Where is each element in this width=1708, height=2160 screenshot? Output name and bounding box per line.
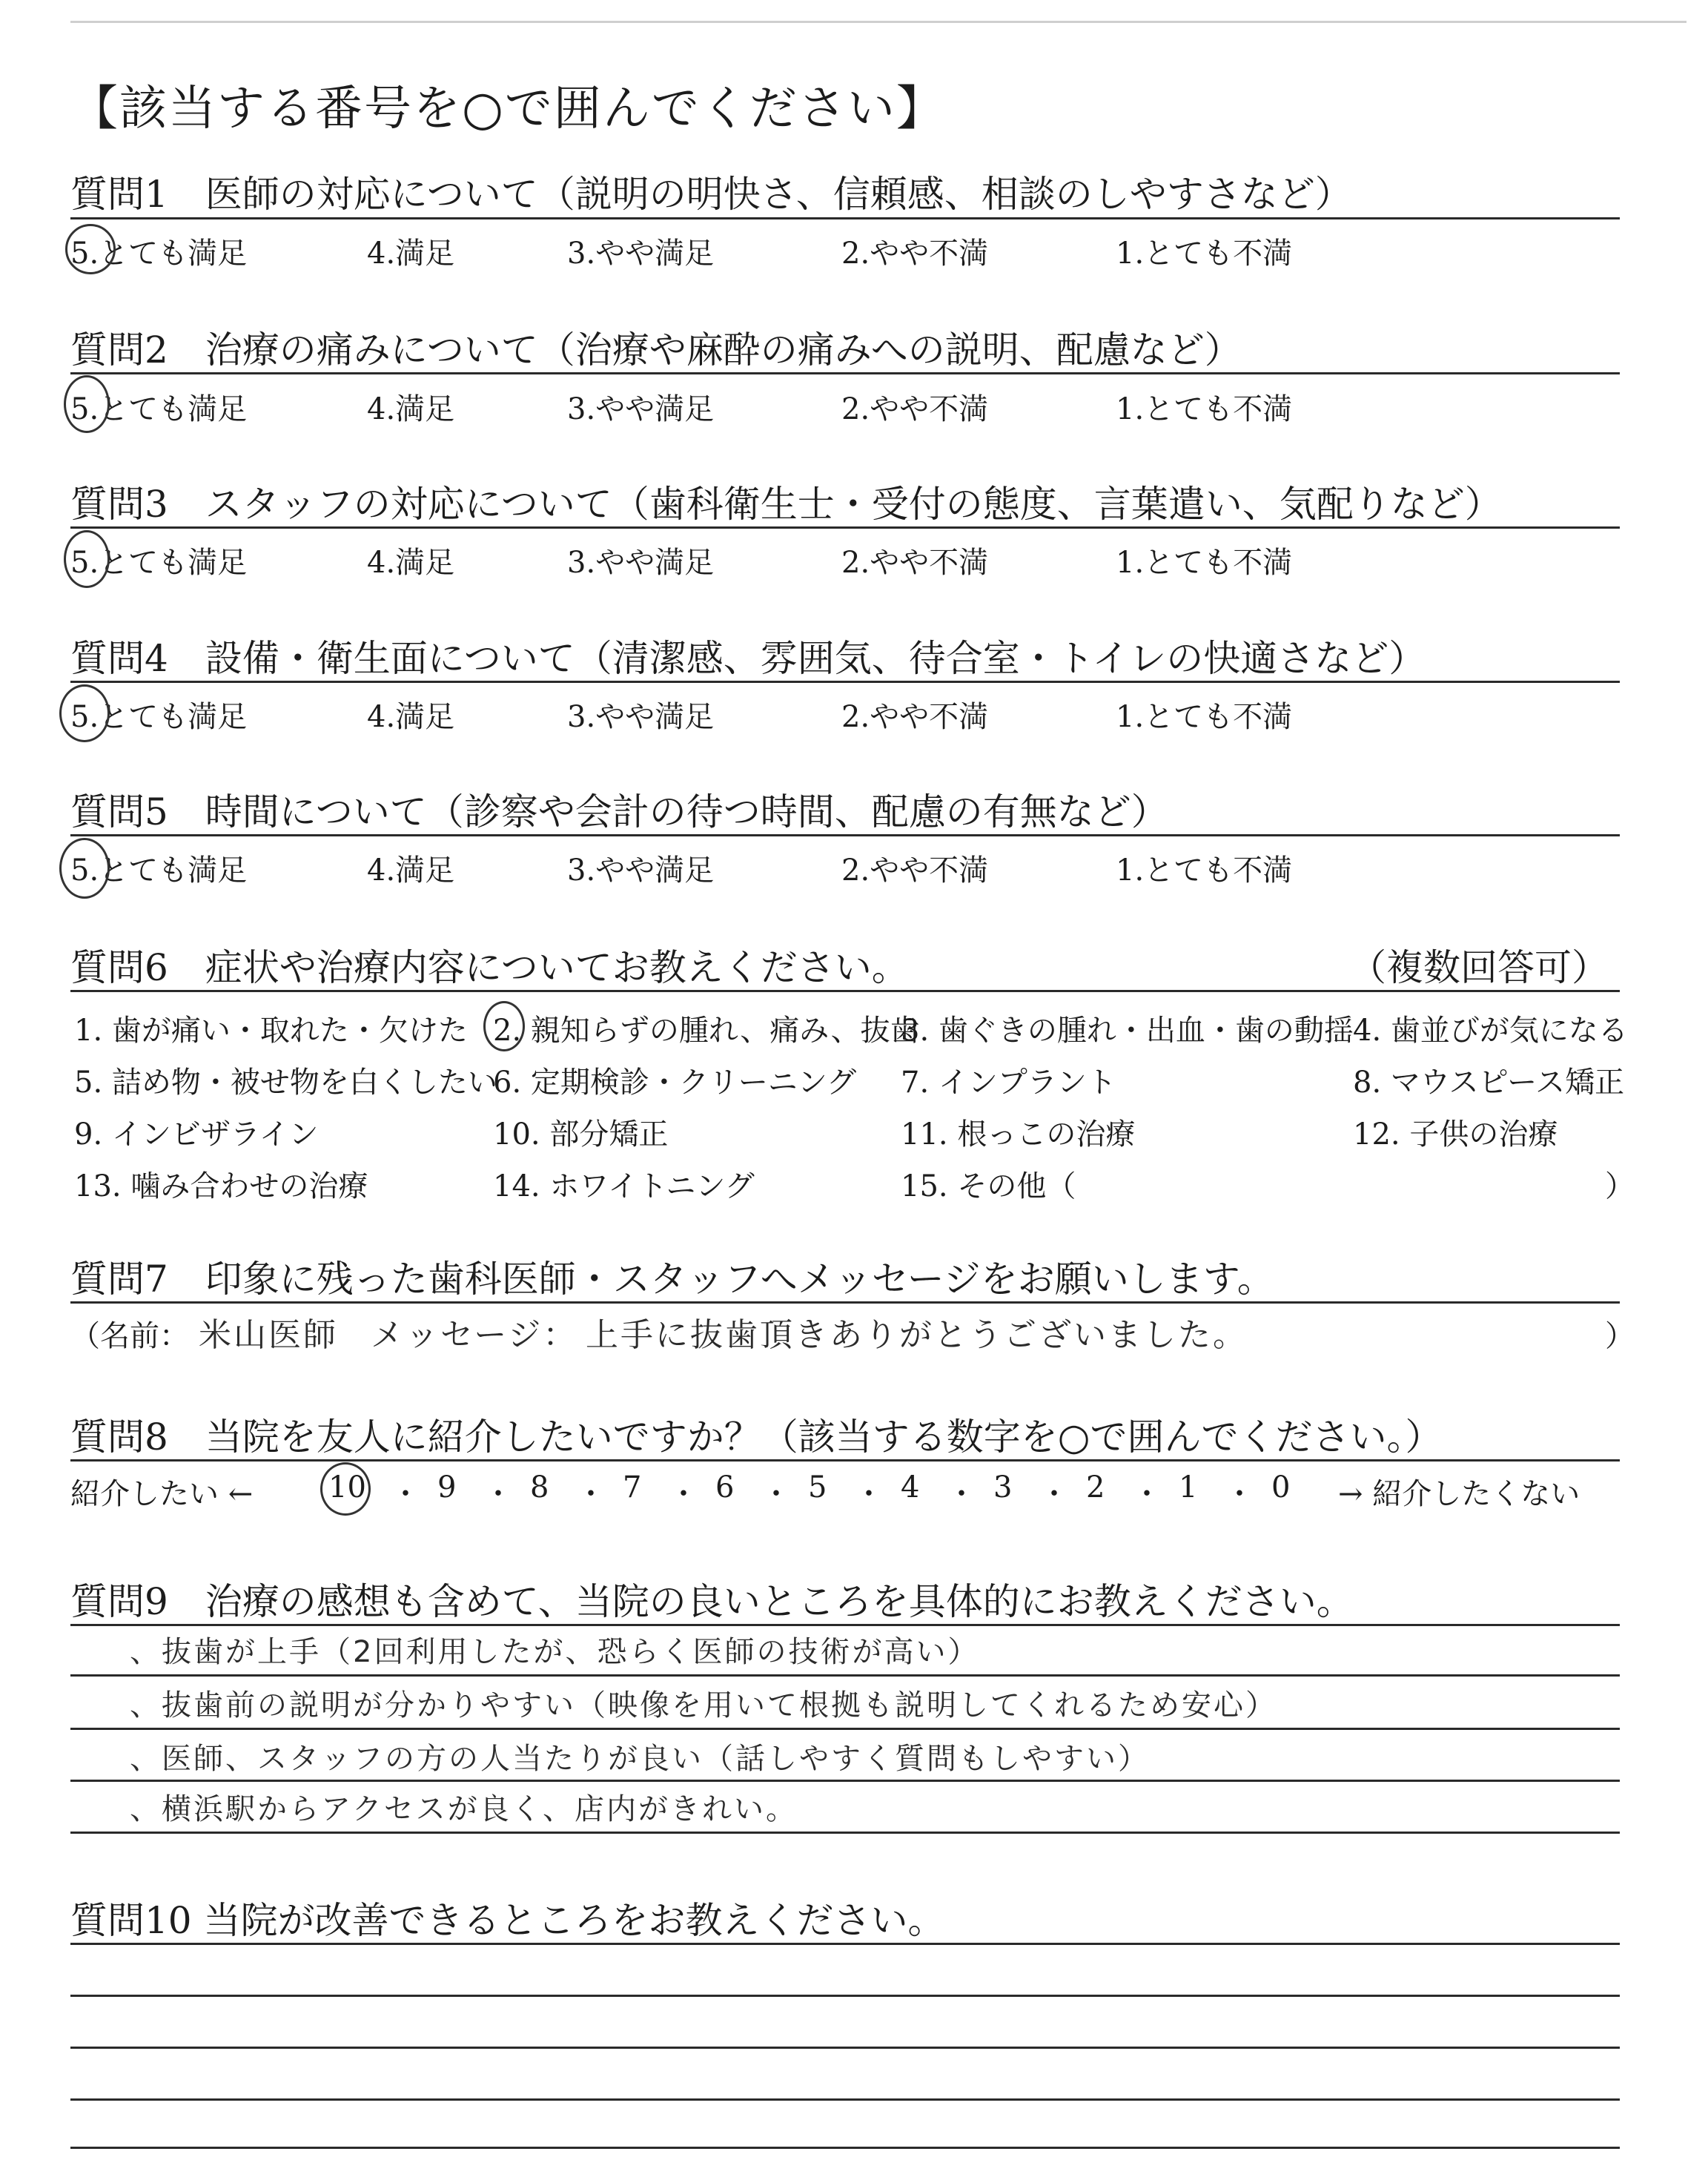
page-title: 【該当する番号を○で囲んでください】 <box>70 82 945 136</box>
q2-option-3[interactable]: 3.やや満足 <box>567 392 715 426</box>
question-8-title: 質問8 当院を友人に紹介したいですか？（該当する数字を○で囲んでください。） <box>70 1416 1443 1459</box>
q5-option-4[interactable]: 4.満足 <box>367 853 455 888</box>
question-10-title: 質問10 当院が改善できるところをお教えください。 <box>70 1899 945 1942</box>
question-6-note: （複数回答可） <box>1349 946 1609 989</box>
q6-item-1[interactable]: 1. 歯が痛い・取れた・欠けた <box>74 1014 468 1048</box>
q5-option-2[interactable]: 2.やや不満 <box>841 853 989 888</box>
q6-item-5[interactable]: 5. 詰め物・被せ物を白くしたい <box>74 1066 497 1100</box>
q1-option-2[interactable]: 2.やや不満 <box>841 237 989 271</box>
q6-selection-circle <box>483 1001 525 1051</box>
question-7-title: 質問7 印象に残った歯科医師・スタッフへメッセージをお願いします。 <box>70 1258 1274 1301</box>
q1-option-3[interactable]: 3.やや満足 <box>567 237 715 271</box>
question-3-rule <box>70 526 1620 529</box>
q9-answer-3[interactable]: 、医師、スタッフの方の人当たりが良い（話しやすく質問もしやすい） <box>130 1742 1150 1776</box>
q8-dot: ・ <box>391 1477 420 1511</box>
q5-option-1[interactable]: 1.とても不満 <box>1116 853 1293 888</box>
q8-scale-2[interactable]: 2 <box>1086 1470 1105 1505</box>
q6-item-6[interactable]: 6. 定期検診・クリーニング <box>493 1066 857 1100</box>
q3-option-3[interactable]: 3.やや満足 <box>567 546 715 580</box>
q8-dot: ・ <box>669 1477 698 1511</box>
question-9-title: 質問9 治療の感想も含めて、当院の良いところを具体的にお教えください。 <box>70 1580 1354 1623</box>
q4-option-2[interactable]: 2.やや不満 <box>841 700 989 734</box>
q6-item-8[interactable]: 8. マウスピース矯正 <box>1353 1066 1625 1100</box>
q8-scale-9[interactable]: 9 <box>437 1470 457 1505</box>
q8-scale-8[interactable]: 8 <box>530 1470 549 1505</box>
q7-close-paren: ） <box>1605 1319 1635 1353</box>
q9-answer-2[interactable]: 、抜歯前の説明が分かりやすい（映像を用いて根拠も説明してくれるため安心） <box>130 1688 1277 1723</box>
top-border-line <box>70 21 1687 23</box>
q6-item-14[interactable]: 14. ホワイトニング <box>493 1169 755 1203</box>
question-10-rule-1 <box>70 1995 1620 1997</box>
question-2-rule <box>70 372 1620 374</box>
question-9-rule-2 <box>70 1728 1620 1730</box>
question-7-rule <box>70 1301 1620 1304</box>
question-10-rule-2 <box>70 2047 1620 2049</box>
q2-option-4[interactable]: 4.満足 <box>367 392 455 426</box>
q3-selection-circle <box>64 530 110 588</box>
q2-option-1[interactable]: 1.とても不満 <box>1116 392 1293 426</box>
q1-selection-circle <box>65 224 116 274</box>
q4-option-5[interactable]: 5.とても満足 <box>70 700 248 734</box>
q9-answer-1[interactable]: 、抜歯が上手（2回利用したが、恐らく医師の技術が高い） <box>130 1635 980 1669</box>
question-6-title: 質問6 症状や治療内容についてお教えください。 <box>70 946 909 989</box>
q8-scale-3[interactable]: 3 <box>993 1470 1013 1505</box>
q4-option-3[interactable]: 3.やや満足 <box>567 700 715 734</box>
question-4-title: 質問4 設備・衛生面について（清潔感、雰囲気、待合室・トイレの快適さなど） <box>70 637 1426 680</box>
q2-selection-circle <box>64 375 110 433</box>
q8-scale-0[interactable]: 0 <box>1271 1470 1291 1505</box>
q7-message-label: メッセージ： <box>371 1316 578 1354</box>
q5-option-3[interactable]: 3.やや満足 <box>567 853 715 888</box>
q8-scale-7[interactable]: 7 <box>623 1470 642 1505</box>
q8-dot: ・ <box>1039 1477 1069 1511</box>
q6-item-12[interactable]: 12. 子供の治療 <box>1353 1117 1558 1152</box>
question-2-title: 質問2 治療の痛みについて（治療や麻酔の痛みへの説明、配慮など） <box>70 328 1242 371</box>
q9-answer-4[interactable]: 、横浜駅からアクセスが良く、店内がきれい。 <box>130 1792 798 1826</box>
q8-dot: ・ <box>1225 1477 1254 1511</box>
question-5-rule <box>70 834 1620 836</box>
question-4-rule <box>70 681 1620 683</box>
question-1-title: 質問1 医師の対応について（説明の明快さ、信頼感、相談のしやすさなど） <box>70 173 1352 216</box>
q6-item-15[interactable]: 15. その他（ <box>901 1169 1076 1203</box>
q1-option-1[interactable]: 1.とても不満 <box>1116 237 1293 271</box>
q8-left-label: 紹介したい ← <box>70 1477 254 1511</box>
q8-scale-6[interactable]: 6 <box>715 1470 735 1505</box>
q4-option-4[interactable]: 4.満足 <box>367 700 455 734</box>
q7-name-value[interactable]: 米山医師 <box>199 1316 338 1354</box>
q8-selection-circle <box>320 1462 371 1516</box>
q8-dot: ・ <box>854 1477 884 1511</box>
q6-item-2[interactable]: 2. 親知らずの腫れ、痛み、抜歯 <box>493 1014 920 1048</box>
q8-scale-5[interactable]: 5 <box>808 1470 827 1505</box>
q8-scale-10[interactable]: 10 <box>328 1470 366 1505</box>
question-5-title: 質問5 時間について（診察や会計の待つ時間、配慮の有無など） <box>70 790 1168 833</box>
question-6-rule <box>70 990 1620 992</box>
q7-message-value[interactable]: 上手に抜歯頂きありがとうございました。 <box>586 1316 1248 1354</box>
q6-item-7[interactable]: 7. インプラント <box>901 1066 1116 1100</box>
question-8-rule <box>70 1459 1620 1462</box>
question-10-rule-4 <box>70 2147 1620 2149</box>
question-10-rule-3 <box>70 2098 1620 2101</box>
q4-option-1[interactable]: 1.とても不満 <box>1116 700 1293 734</box>
q3-option-2[interactable]: 2.やや不満 <box>841 546 989 580</box>
q8-dot: ・ <box>1132 1477 1162 1511</box>
q3-option-4[interactable]: 4.満足 <box>367 546 455 580</box>
q8-right-label: → 紹介したくない <box>1338 1477 1580 1511</box>
q6-item-15-close: ） <box>1605 1169 1635 1203</box>
q3-option-1[interactable]: 1.とても不満 <box>1116 546 1293 580</box>
q8-dot: ・ <box>761 1477 791 1511</box>
q6-item-4[interactable]: 4. 歯並びが気になる <box>1353 1014 1628 1048</box>
q8-dot: ・ <box>947 1477 976 1511</box>
q1-option-5[interactable]: 5.とても満足 <box>70 237 248 271</box>
q6-item-3[interactable]: 3. 歯ぐきの腫れ・出血・歯の動揺 <box>901 1014 1354 1048</box>
q8-dot: ・ <box>483 1477 513 1511</box>
question-9-rule-1 <box>70 1674 1620 1677</box>
q6-item-13[interactable]: 13. 噛み合わせの治療 <box>74 1169 368 1203</box>
question-1-rule <box>70 217 1620 219</box>
q8-scale-1[interactable]: 1 <box>1179 1470 1198 1505</box>
q4-selection-circle <box>59 684 110 742</box>
q8-dot: ・ <box>576 1477 606 1511</box>
q5-selection-circle <box>59 838 110 899</box>
q5-option-5[interactable]: 5.とても満足 <box>70 853 248 888</box>
q7-name-label: （名前： <box>70 1319 189 1353</box>
question-9-rule-3 <box>70 1780 1620 1782</box>
q8-scale-4[interactable]: 4 <box>901 1470 920 1505</box>
q2-option-5[interactable]: 5.とても満足 <box>70 392 248 426</box>
q6-item-9[interactable]: 9. インビザライン <box>74 1117 319 1152</box>
q6-item-10[interactable]: 10. 部分矯正 <box>493 1117 669 1152</box>
q3-option-5[interactable]: 5.とても満足 <box>70 546 248 580</box>
q1-option-4[interactable]: 4.満足 <box>367 237 455 271</box>
question-10-rule-0 <box>70 1943 1620 1945</box>
q6-item-11[interactable]: 11. 根っこの治療 <box>901 1117 1136 1152</box>
question-9-rule-4 <box>70 1832 1620 1834</box>
q2-option-2[interactable]: 2.やや不満 <box>841 392 989 426</box>
question-3-title: 質問3 スタッフの対応について（歯科衛生士・受付の態度、言葉遣い、気配りなど） <box>70 483 1502 526</box>
question-9-rule-0 <box>70 1624 1620 1626</box>
